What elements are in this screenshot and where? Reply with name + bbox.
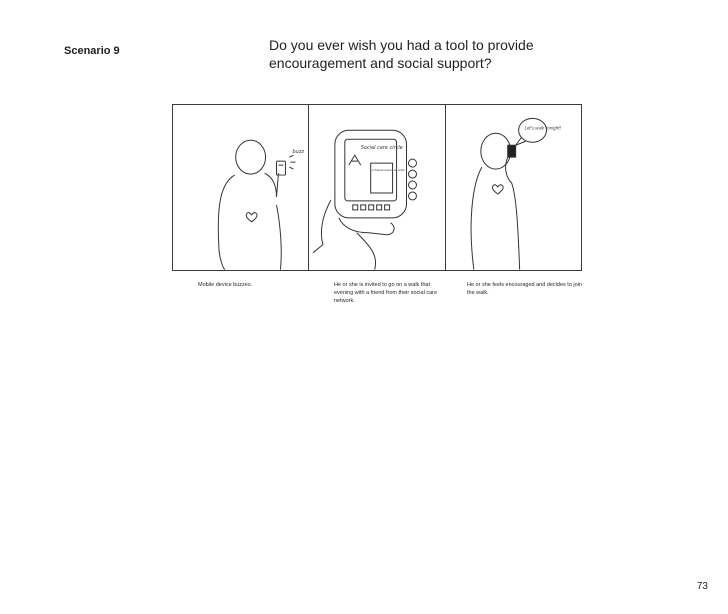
caption-panel-1: Mobile device buzzes. xyxy=(198,282,253,288)
storyboard-panel-2 xyxy=(309,105,445,270)
hand-holding-device-sketch-icon xyxy=(309,105,444,270)
storyboard-panel-3 xyxy=(446,105,581,270)
storyboard xyxy=(172,104,582,271)
screen-message: A friend wants to walk xyxy=(372,168,406,173)
page-number: 73 xyxy=(696,581,708,592)
page-title xyxy=(269,36,569,72)
person-with-phone-sketch-icon xyxy=(173,105,308,270)
buzz-text: buzz xyxy=(292,149,304,156)
storyboard-panel-1 xyxy=(173,105,309,270)
headline-line-1: Do you ever wish you had a tool to provide xyxy=(269,37,534,53)
storyboard-captions xyxy=(172,281,582,305)
screen-title: Social care circle xyxy=(361,145,404,152)
caption-panel-2: He or she is invited to go on a walk that evening with a friend from their social care network. xyxy=(334,282,438,304)
headline-line-2: encouragement and social support? xyxy=(269,55,492,71)
caption-panel-3: He or she feels encouraged and decides to join the walk. xyxy=(467,282,582,296)
scenario-label: Scenario 9 xyxy=(64,45,120,57)
person-on-phone-sketch-icon xyxy=(446,105,581,270)
speech-bubble-text: Let's walk tonight! xyxy=(524,125,562,131)
